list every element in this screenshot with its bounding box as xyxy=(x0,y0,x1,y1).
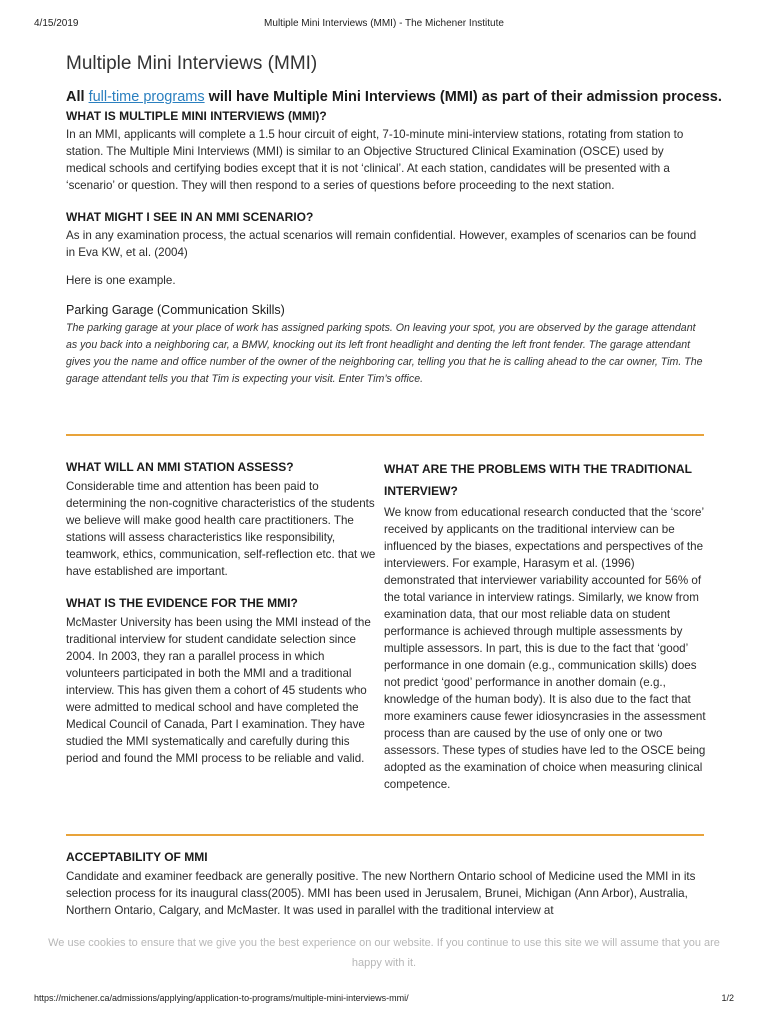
page-title: Multiple Mini Interviews (MMI) xyxy=(66,53,318,74)
acceptability-section xyxy=(66,850,706,919)
example-title: Parking Garage (Communication Skills) xyxy=(66,303,285,317)
lead-post: will have Multiple Mini Interviews (MMI) as part of their admission process. xyxy=(204,89,722,105)
evidence-heading: WHAT IS THE EVIDENCE FOR THE MMI? xyxy=(66,596,298,610)
section-divider xyxy=(66,434,704,436)
what-is-body: In an MMI, applicants will complete a 1.5 hour circuit of eight, 7-10-minute mini-interview stations, rotating from station to station. The Multiple Mini Interviews (MMI) is similar to an Objective Structured Clinical Examination (OSCE) used by medical schools and certifying bodies except that it is not ‘clinical’. At each station, candidates will be presented with a ‘scenario’ or question. They will then respond to a series of questions before proceeding to the next station. xyxy=(66,128,684,192)
example-intro: Here is one example. xyxy=(66,274,176,287)
lead-pre: All xyxy=(66,89,89,105)
problems-body: We know from educational research conducted that the ‘score’ received by applicants on the traditional interview can be influenced by the biases, expectations and perspectives of the interviewers. For example, Harasym et al. (1996) demonstrated that interviewer variability accounted for 56% of the total variance in interview ratings. Similarly, we know from examination data, that our most reliable data on student performance is achieved through multiple assessments by multiple assessors. In part, this is due to the fact that ‘good’ performance in one domain (e.g., communication skills) does not predict ‘good’ performance in another domain (e.g., knowledge of the human body). It is also due to the fact that more examiners cause fewer idiosyncrasies in the assessment process than are caused by the use of only one or two assessors. These types of studies have led to the OSCE being adopted as the examination of choice when measuring clinical competence. xyxy=(384,506,706,791)
left-column xyxy=(66,460,378,767)
problems-heading: WHAT ARE THE PROBLEMS WITH THE TRADITIONAL INTERVIEW? xyxy=(384,462,692,498)
print-header xyxy=(34,18,734,32)
cookie-notice-text: We use cookies to ensure that we give you the best experience on our website. If you continue to use this site we will assume that you are happy with it. xyxy=(48,937,720,969)
print-date: 4/15/2019 xyxy=(34,18,79,29)
section-divider xyxy=(66,834,704,836)
what-is-heading: WHAT IS MULTIPLE MINI INTERVIEWS (MMI)? xyxy=(66,109,327,123)
page-number: 1/2 xyxy=(721,993,734,1003)
scenario-heading: WHAT MIGHT I SEE IN AN MMI SCENARIO? xyxy=(66,210,314,224)
main-content xyxy=(66,48,722,388)
cookie-banner[interactable] xyxy=(0,930,768,976)
lead-statement xyxy=(66,86,722,108)
assess-body: Considerable time and attention has been paid to determining the non-cognitive characteristics of the students we believe will make good health care practitioners. The stations will assess characteristics like responsibility, teamwork, ethics, communication, self-reflection etc. that we have established are important. xyxy=(66,480,376,578)
full-time-programs-link[interactable]: full-time programs xyxy=(88,89,205,105)
print-url: https://michener.ca/admissions/applying/application-to-programs/multiple-mini-interviews-mmi/ xyxy=(34,993,409,1003)
print-footer xyxy=(34,993,734,1007)
evidence-body: McMaster University has been using the MMI instead of the traditional interview for student candidate selection since 2004. In 2003, they ran a parallel process in which volunteers participated in both the MMI and a traditional interview. This has given them a cohort of 45 students who were admitted to medical school and have completed the Medical Council of Canada, Part I examination. They have studied the MMI systematically and carefully during this period and found the MMI process to be reliable and valid. xyxy=(66,616,371,765)
assess-heading: WHAT WILL AN MMI STATION ASSESS? xyxy=(66,460,294,474)
scenario-body: As in any examination process, the actual scenarios will remain confidential. However, examples of scenarios can be found in Eva KW, et al. (2004) xyxy=(66,229,697,259)
print-title: Multiple Mini Interviews (MMI) - The Michener Institute xyxy=(264,18,504,29)
acceptability-body: Candidate and examiner feedback are generally positive. The new Northern Ontario school of Medicine used the MMI in its selection process for its inaugural class(2005). MMI has been used in Jerusalem, Brunei, Michigan (Ann Arbor), Australia, Northern Ontario, Calgary, and McMaster. It was used in parallel with the traditional interview at xyxy=(66,870,696,917)
example-text: The parking garage at your place of work has assigned parking spots. On leaving your spot, you are observed by the garage attendant as you back into a neighboring car, a BMW, knocking out its left front headlight and denting the left front fender. The garage attendant gives you the name and office number of the owner of the neighboring car, telling you that he is calling ahead to the car owner, Tim. The garage attendant tells you that Tim is expecting your visit. Enter Tim’s office. xyxy=(66,322,703,385)
right-column xyxy=(384,458,706,793)
acceptability-heading: ACCEPTABILITY OF MMI xyxy=(66,850,208,864)
